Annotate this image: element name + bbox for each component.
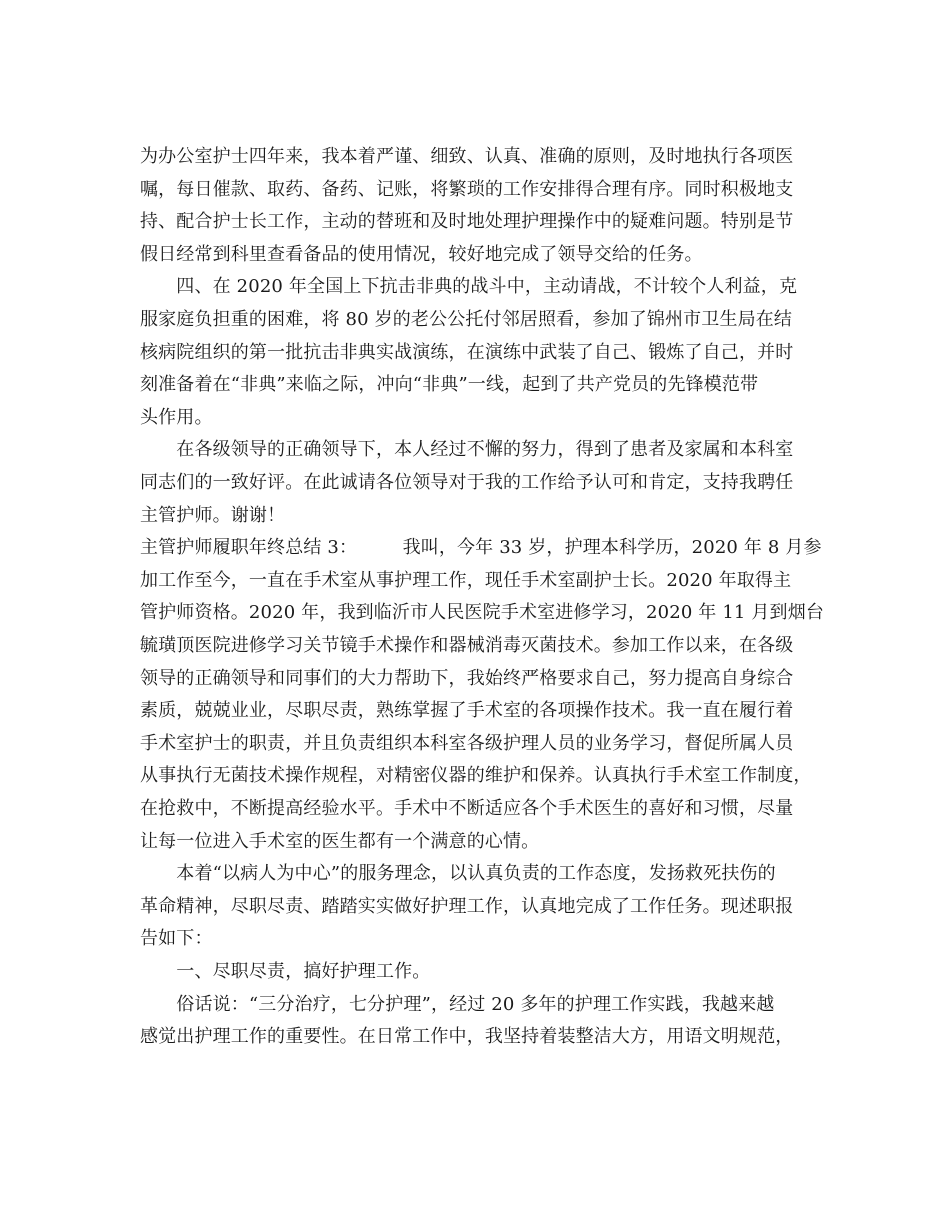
text-line: 一、尽职尽责，搞好护理工作。 xyxy=(140,961,431,982)
text-line: 假日经常到科里查看备品的使用情况，较好地完成了领导交给的任务。 xyxy=(140,244,703,265)
text-line: 感觉出护理工作的重要性。在日常工作中，我坚持着装整洁大方，用语文明规范， xyxy=(140,1026,794,1047)
text-line: 同志们的一致好评。在此诚请各位领导对于我的工作给予认可和肯定，支持我聘任 xyxy=(140,472,794,493)
text-line: 手术室护士的职责，并且负责组织本科室各级护理人员的业务学习，督促所属人员 xyxy=(140,733,794,754)
text-line: 领导的正确领导和同事们的大力帮助下，我始终严格要求自己，努力提高自身综合 xyxy=(140,668,794,689)
text-line: 管护师资格。2020 年，我到临沂市人民医院手术室进修学习，2020 年 11 月到烟台 xyxy=(140,602,825,623)
text-line: 在各级领导的正确领导下，本人经过不懈的努力，得到了患者及家属和本科室 xyxy=(140,439,794,460)
text-line: 服家庭负担重的困难，将 80 岁的老公公托付邻居照看，参加了锦州市卫生局在结 xyxy=(140,309,793,330)
text-line: 头作用。 xyxy=(140,407,213,428)
text-line: 嘱，每日催款、取药、备药、记账，将繁琐的工作安排得合理有序。同时积极地支 xyxy=(140,179,794,200)
text-line: 告如下： xyxy=(140,928,213,949)
text-line: 加工作至今，一直在手术室从事护理工作，现任手术室副护士长。2020 年取得主 xyxy=(140,570,792,591)
text-line: 核病院组织的第一批抗击非典实战演练，在演练中武装了自己、锻炼了自己，并时 xyxy=(140,342,794,363)
text-line: 革命精神，尽职尽责、踏踏实实做好护理工作，认真地完成了工作任务。现述职报 xyxy=(140,896,794,917)
text-line: 为办公室护士四年来，我本着严谨、细致、认真、准确的原则，及时地执行各项医 xyxy=(140,146,794,167)
text-line: 素质，兢兢业业，尽职尽责，熟练掌握了手术室的各项操作技术。我一直在履行着 xyxy=(140,700,794,721)
text-line: 主管护师。谢谢！ xyxy=(140,505,286,526)
text-line: 刻准备着在“非典”来临之际，冲向“非典”一线，起到了共产党员的先锋模范带 xyxy=(140,374,759,395)
text-line: 本着“以病人为中心”的服务理念，以认真负责的工作态度，发扬救死扶伤的 xyxy=(140,863,776,884)
text-line: 持、配合护士长工作，主动的替班和及时地处理护理操作中的疑难问题。特别是节 xyxy=(140,211,794,232)
text-line: 毓璜顶医院进修学习关节镜手术操作和器械消毒灭菌技术。参加工作以来，在各级 xyxy=(140,635,794,656)
text-line: 四、在 2020 年全国上下抗击非典的战斗中，主动请战，不计较个人利益，克 xyxy=(140,276,798,297)
text-line: 主管护师履职年终总结 3： 我叫，今年 33 岁，护理本科学历，2020 年 8 月参 xyxy=(140,537,822,558)
text-line: 俗话说：“三分治疗，七分护理”，经过 20 多年的护理工作实践，我越来越 xyxy=(140,994,775,1015)
text-line: 在抢救中，不断提高经验水平。手术中不断适应各个手术医生的喜好和习惯，尽量 xyxy=(140,798,794,819)
text-line: 从事执行无菌技术操作规程，对精密仪器的维护和保养。认真执行手术室工作制度， xyxy=(140,765,812,786)
text-line: 让每一位进入手术室的医生都有一个满意的心情。 xyxy=(140,831,540,852)
